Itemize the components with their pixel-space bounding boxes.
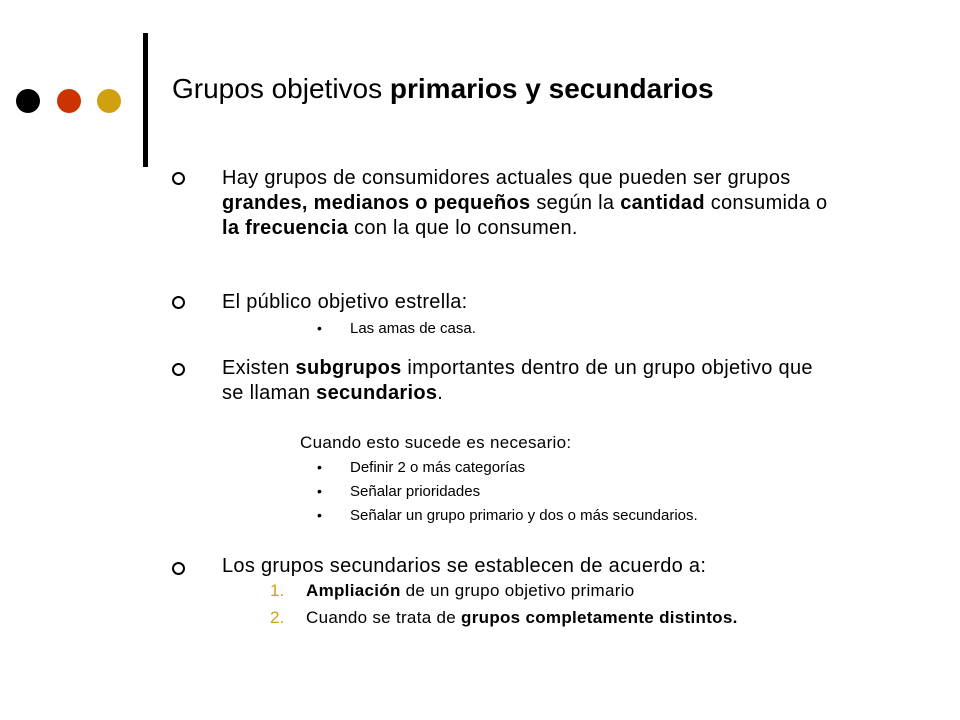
sub-bullet-icon: • (317, 483, 322, 499)
sub-item: Señalar un grupo primario y dos o más secundarios. (350, 507, 698, 524)
bullet-item-3: Existen subgrupos importantes dentro de un grupo objetivo que se llaman secundarios. (222, 357, 813, 404)
page-title: Grupos objetivos primarios y secundarios (172, 73, 714, 104)
bullet-ring-icon (172, 296, 185, 309)
decor-dot-red (57, 89, 81, 113)
note-text: Cuando esto sucede es necesario: (300, 433, 572, 452)
decor-dot-gold (97, 89, 121, 113)
bullet-item-1: Hay grupos de consumidores actuales que pueden ser grupos grandes, medianos o pequeños según la cantidad consumida o la frecuencia con la que lo consumen. (222, 167, 828, 239)
bullet-ring-icon (172, 172, 185, 185)
list-number: 2. (270, 608, 285, 627)
bullet-item-2: El público objetivo estrella: (222, 291, 468, 313)
sub-item: Definir 2 o más categorías (350, 459, 526, 476)
numbered-item-1: Ampliación de un grupo objetivo primario (306, 581, 635, 600)
decor-dot-black (16, 89, 40, 113)
sub-bullet-icon: • (317, 320, 322, 336)
bullet-ring-icon (172, 562, 185, 575)
sub-item: Las amas de casa. (350, 320, 476, 337)
sub-bullet-icon: • (317, 459, 322, 475)
sub-item: Señalar prioridades (350, 483, 481, 500)
bullet-ring-icon (172, 363, 185, 376)
list-number: 1. (270, 581, 285, 600)
numbered-item-2: Cuando se trata de grupos completamente distintos. (306, 608, 738, 627)
sub-bullet-icon: • (317, 507, 322, 523)
title-divider (143, 33, 148, 167)
bullet-item-4: Los grupos secundarios se establecen de acuerdo a: (222, 555, 707, 577)
